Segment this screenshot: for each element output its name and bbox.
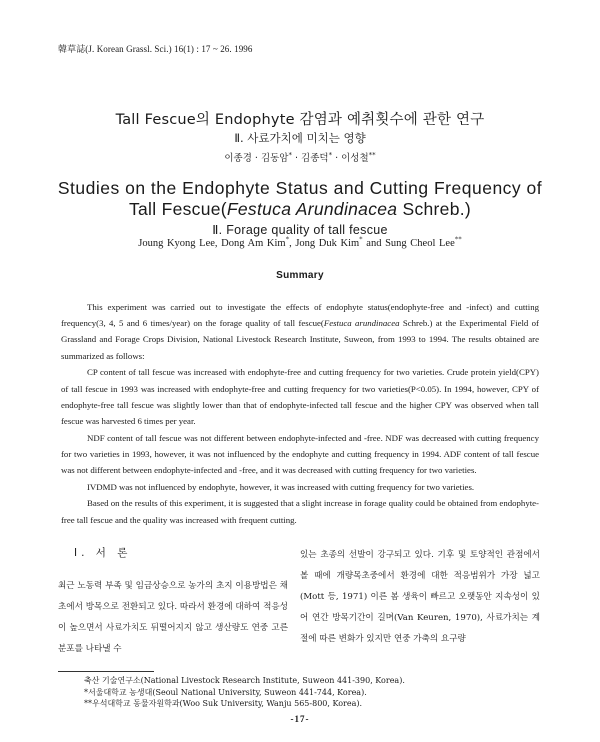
footnotes	[84, 675, 405, 710]
author-1: 이종경	[224, 153, 252, 164]
footnote-2: *서울대학교 농생대(Seoul National University, Suweon 441-744, Korea).	[84, 687, 367, 697]
abstract-paragraph-1: This experiment was carried out to investigate the effects of endophyte status(endophyte-free and -infect) and cutting frequency(3, 4, 5 and 6 times/year) on the forage quality of tall fescue(Festuca arundinacea Schreb.) at the Experimental Field of Grassland and Forage Crops Division, National Livestock Research Institute, Suweon, from 1993 to 1994. The results obtained are summarized as follows:	[61, 302, 539, 361]
abstract-paragraph-4: IVDMD was not influenced by endophyte, however, it was increased with cutting frequency for two varieties.	[87, 481, 475, 492]
abstract-paragraph-2: CP content of tall fescue was increased with endophyte-free and cutting frequency for two varieties. Crude protein yield(CPY) of tall fescue in 1993 was increased with endophyte-free and cutting frequency for two varieties(P<0.05). In 1994, however, CPY of endophyte-free tall fescue was slightly lower than that of endophyte-infected tall fescue and the higher CPY was observed when tall fescue was harvested 6 times per year.	[61, 367, 539, 426]
english-authors: Joung Kyong Lee, Dong Am Kim*, Jong Duk Kim* and Sung Cheol Lee**	[138, 235, 462, 249]
korean-authors: 이종경 · 김동암* · 김종덕* · 이성철**	[224, 150, 376, 164]
footnote-3: **우석대학교 동물자원학과(Woo Suk University, Wanju 565-800, Korea).	[84, 699, 363, 708]
english-title-line-1: Studies on the Endophyte Status and Cutting Frequency of	[57, 178, 543, 198]
english-subtitle: Ⅱ. Forage quality of tall fescue	[212, 223, 388, 237]
species-name: Festuca Arundinacea	[226, 199, 398, 219]
author-3: 김종덕	[301, 153, 329, 164]
section-heading-introduction: Ⅰ. 서 론	[74, 547, 132, 559]
abstract-paragraph-3: NDF content of tall fescue was not different between endophyte-infected and -free. NDF was decreased with cutting frequency for two varieties in 1993, however, it was not influenced by the endophyte and cutting frequency in 1994. ADF content of tall fescue was not different between endophyte-infected and -free, and it was decreased with cutting frequency for two varieties.	[61, 432, 539, 476]
introduction-text-left: 최근 노동력 부족 및 임금상승으로 농가의 초지 이용방법은 채초에서 방목으로 전환되고 있다. 따라서 환경에 대하여 적응성이 높으면서 사료가치도 뒤떨어지지 않고 생산량도 연중 고른 분포를 나타낼 수	[58, 581, 288, 654]
english-title-line-2: Tall Fescue(Festuca Arundinacea Schreb.)	[128, 199, 472, 219]
journal-header: 韓草誌(J. Korean Grassl. Sci.) 16(1) : 17 ~ 26. 1996	[58, 44, 253, 54]
footnote-divider	[58, 671, 154, 672]
introduction-text-right: 있는 초종의 선발이 강구되고 있다. 기후 및 토양적인 관점에서 볼 때에 개량목초중에서 환경에 대한 적응범위가 가장 넓고(Mott 등, 1971) 이른 봄 생육이 빠르고 오랫동안 지속성이 있어 연간 방목기간이 길며(Van Keuren, 1970), 사료가치는 계절에 따른 변화가 있지만 연중 가축의 요구량	[300, 550, 540, 644]
summary-heading: Summary	[276, 270, 324, 281]
footnote-1: 축산 기술연구소(National Livestock Research Institute, Suweon 441-390, Korea).	[84, 676, 405, 685]
korean-subtitle: Ⅱ. 사료가치에 미치는 영향	[234, 131, 366, 145]
abstract-paragraph-5: Based on the results of this experiment, it is suggested that a slight increase in forage quality could be obtained from endophyte-free tall fescue and the quality was increased with frequent cutting.	[61, 498, 539, 525]
abstract	[61, 299, 539, 528]
body-column-left	[58, 545, 288, 660]
author-2: 김동암	[260, 153, 289, 164]
author-4: 이성철	[341, 153, 369, 164]
korean-title: Tall Fescue의 Endophyte 감염과 예취횟수에 관한 연구	[115, 112, 485, 128]
page-number: -17-	[290, 714, 310, 724]
